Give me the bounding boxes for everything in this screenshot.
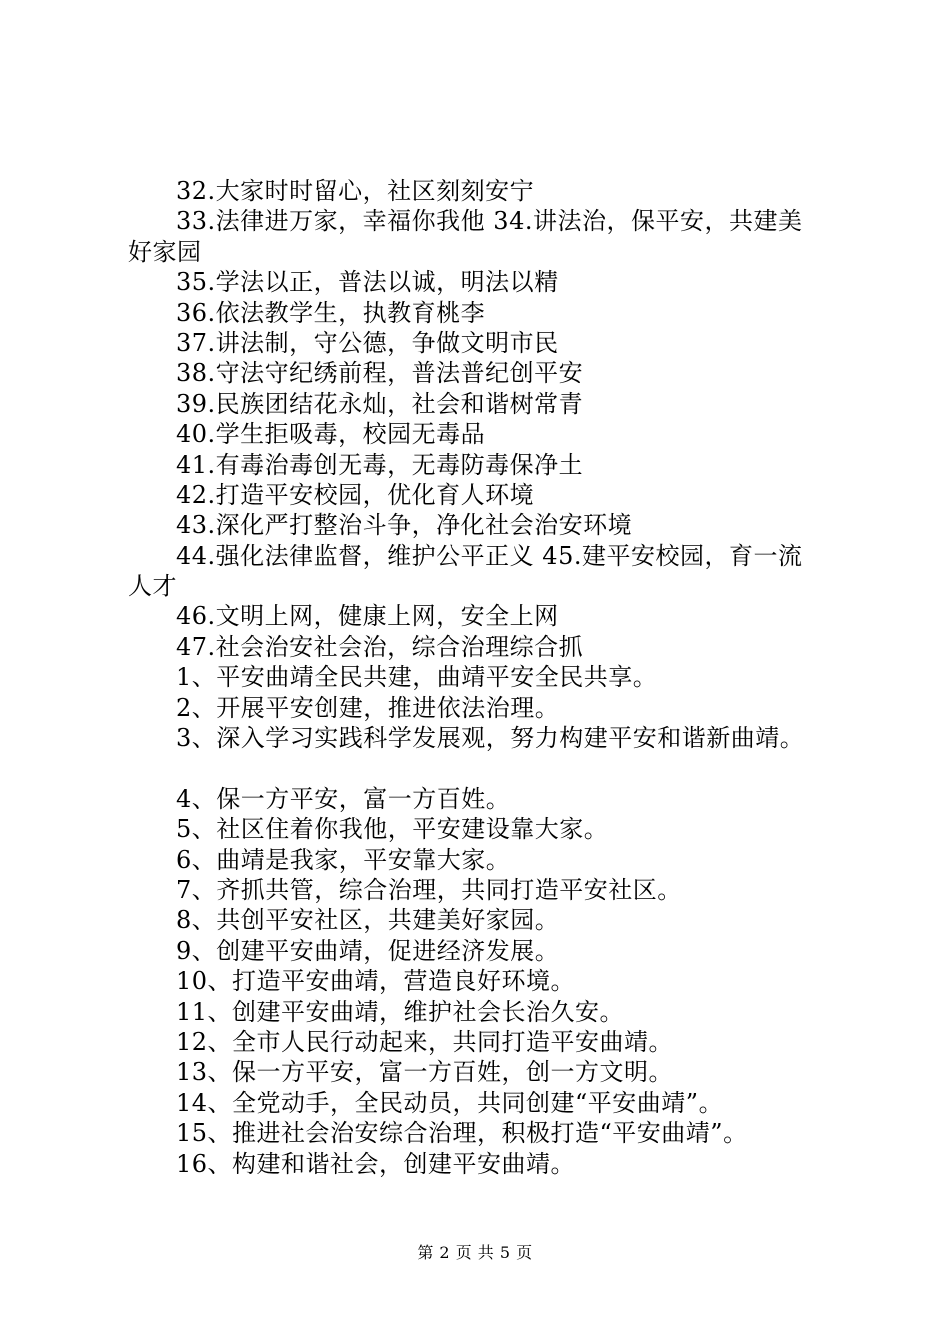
text-line: 41.有毒治毒创无毒，无毒防毒保净土 <box>176 450 584 479</box>
text-line: 37.讲法制，守公德，争做文明市民 <box>176 328 559 357</box>
text-line: 12、全市人民行动起来，共同打造平安曲靖。 <box>176 1027 674 1056</box>
text-line-continuation: 好家园 <box>128 237 202 266</box>
text-line: 42.打造平安校园，优化育人环境 <box>176 480 535 509</box>
text-line: 35.学法以正，普法以诚，明法以精 <box>176 268 559 297</box>
text-line: 32.大家时时留心，社区刻刻安宁 <box>176 177 535 205</box>
text-line: 6、曲靖是我家，平安靠大家。 <box>176 845 511 874</box>
text-line: 36.依法教学生，执教育桃李 <box>176 298 486 327</box>
text-line: 16、构建和谐社会，创建平安曲靖。 <box>176 1149 576 1178</box>
text-line: 1、平安曲靖全民共建，曲靖平安全民共享。 <box>176 663 658 692</box>
text-line: 11、创建平安曲靖，维护社会长治久安。 <box>176 997 625 1026</box>
text-line: 40.学生拒吸毒，校园无毒品 <box>176 420 486 449</box>
text-line: 4、保一方平安，富一方百姓。 <box>176 784 511 813</box>
text-line: 10、打造平安曲靖，营造良好环境。 <box>176 967 576 996</box>
text-line: 15、推进社会治安综合治理，积极打造“平安曲靖”。 <box>176 1119 748 1148</box>
text-line: 5、社区住着你我他，平安建设靠大家。 <box>176 815 609 844</box>
text-line: 43.深化严打整治斗争，净化社会治安环境 <box>176 511 633 540</box>
text-line: 8、共创平安社区，共建美好家园。 <box>176 906 560 935</box>
text-line: 9、创建平安曲靖，促进经济发展。 <box>176 936 560 965</box>
text-line: 46.文明上网，健康上网，安全上网 <box>176 602 559 631</box>
text-line: 38.守法守纪绣前程，普法普纪创平安 <box>176 359 584 388</box>
text-line: 2、开展平安创建，推进依法治理。 <box>176 693 560 722</box>
text-line: 7、齐抓共管，综合治理，共同打造平安社区。 <box>176 875 682 904</box>
text-line: 44.强化法律监督，维护公平正义 45.建平安校园，育一流 <box>176 541 803 570</box>
document-body <box>128 176 838 1179</box>
text-line: 3、深入学习实践科学发展观，努力构建平安和谐新曲靖。 <box>176 724 805 753</box>
text-line: 39.民族团结花永灿，社会和谐树常青 <box>176 389 584 418</box>
page-number-footer: 第 2 页 共 5 页 <box>417 1243 533 1262</box>
text-line: 13、保一方平安，富一方百姓，创一方文明。 <box>176 1058 674 1087</box>
blank-line <box>128 753 838 783</box>
text-line-continuation: 人才 <box>128 572 177 601</box>
text-line: 47.社会治安社会治，综合治理综合抓 <box>176 632 584 661</box>
text-line: 14、全党动手，全民动员，共同创建“平安曲靖”。 <box>176 1088 724 1117</box>
text-line: 33.法律进万家，幸福你我他 34.讲法治，保平安，共建美 <box>176 207 803 236</box>
